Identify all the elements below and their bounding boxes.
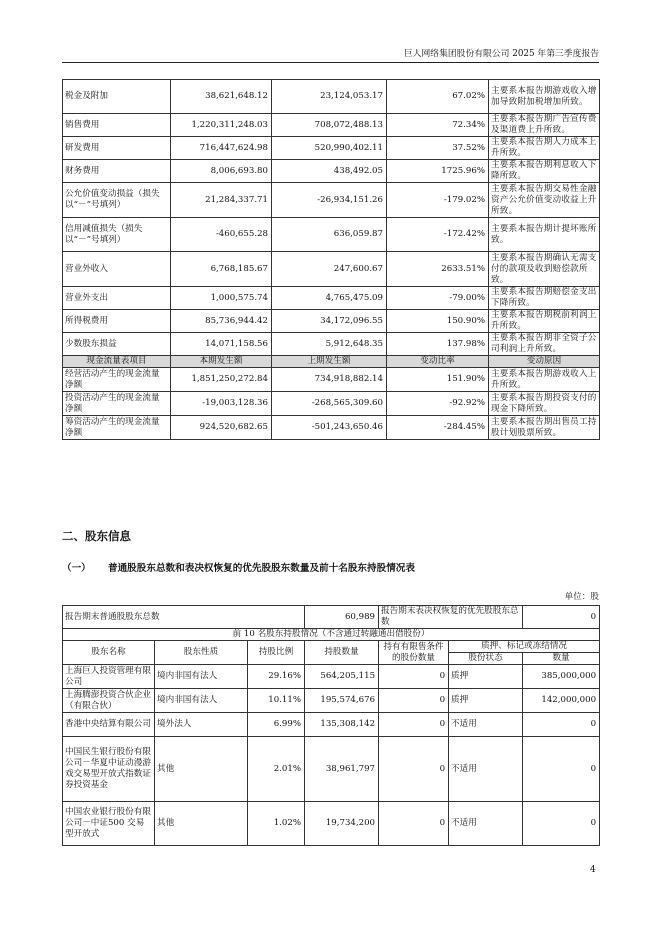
shareholder-name: 中国农业银行股份有限公司－中证500 交易型开放式 <box>63 802 155 846</box>
cashflow-header-change: 变动比率 <box>387 356 489 368</box>
subsection-number: （一） <box>62 563 91 574</box>
change-ratio: -179.02% <box>387 183 489 218</box>
change-ratio: 150.90% <box>387 310 489 333</box>
change-reason: 主要系本报告期税前利润上升所致。 <box>489 310 600 333</box>
shareholder-name: 中国民生银行股份有限公司－华夏中证动漫游戏交易型开放式指数证券投资基金 <box>63 737 155 802</box>
change-reason: 主要系本报告期投资支付的现金下降所致。 <box>489 392 600 416</box>
cashflow-header-row <box>63 356 600 368</box>
header-ratio: 持股比例 <box>248 641 305 665</box>
change-ratio: -92.92% <box>387 392 489 416</box>
table-row <box>63 183 600 218</box>
holding-ratio: 29.16% <box>248 665 305 689</box>
page-header: 巨人网络集团股份有限公司 2025 年第三季度报告 <box>62 46 599 63</box>
table-row <box>63 287 600 310</box>
prior-amount: 4,765,475.09 <box>272 287 387 310</box>
change-ratio: 137.98% <box>387 333 489 356</box>
change-ratio: 67.02% <box>387 80 489 114</box>
pledged-count: 0 <box>523 802 600 846</box>
current-amount: 8,006,693.80 <box>171 160 272 183</box>
prior-amount: -268,565,309.60 <box>272 392 387 416</box>
holding-ratio: 1.02% <box>248 802 305 846</box>
current-amount: 14,071,158.56 <box>171 333 272 356</box>
subsection-text: 普通股股东总数和表决权恢复的优先股股东数量及前十名股东持股情况表 <box>108 563 415 574</box>
shareholder-nature: 其他 <box>155 737 248 802</box>
change-ratio: 151.90% <box>387 368 489 392</box>
restricted-count: 0 <box>379 665 449 689</box>
table-row <box>63 665 600 689</box>
holding-count: 564,205,115 <box>305 665 379 689</box>
total-shareholders-value: 60,989 <box>305 606 379 629</box>
change-ratio: -172.42% <box>387 218 489 252</box>
table-row <box>63 368 600 392</box>
table-row <box>63 713 600 737</box>
change-ratio: -284.45% <box>387 416 489 440</box>
holding-ratio: 2.01% <box>248 737 305 802</box>
prior-amount: 708,072,488.13 <box>272 114 387 137</box>
current-amount: 21,284,337.71 <box>171 183 272 218</box>
change-reason: 主要系本报告期游戏收入增加导致附加税增加所致。 <box>489 80 600 114</box>
prior-amount: 23,124,053.17 <box>272 80 387 114</box>
holding-count: 135,308,142 <box>305 713 379 737</box>
shareholder-nature: 其他 <box>155 802 248 846</box>
item-name: 营业外支出 <box>63 287 171 310</box>
restricted-count: 0 <box>379 713 449 737</box>
shareholder-nature: 境内非国有法人 <box>155 665 248 689</box>
item-name: 销售费用 <box>63 114 171 137</box>
header-name: 股东名称 <box>63 641 155 665</box>
prior-amount: 34,172,096.55 <box>272 310 387 333</box>
table-row <box>63 218 600 252</box>
current-amount: -19,003,128.36 <box>171 392 272 416</box>
item-name: 营业外收入 <box>63 252 171 287</box>
preferred-shareholders-value: 0 <box>523 606 600 629</box>
item-name: 所得税费用 <box>63 310 171 333</box>
header-nature: 股东性质 <box>155 641 248 665</box>
holding-count: 19,734,200 <box>305 802 379 846</box>
prior-amount: 247,600.67 <box>272 252 387 287</box>
header-count: 持股数量 <box>305 641 379 665</box>
item-name: 研发费用 <box>63 137 171 160</box>
shareholder-name: 香港中央结算有限公司 <box>63 713 155 737</box>
shareholder-table <box>62 605 600 846</box>
header-pledge-status: 股份状态 <box>449 653 523 665</box>
change-ratio: 2633.51% <box>387 252 489 287</box>
item-name: 少数股东损益 <box>63 333 171 356</box>
shareholder-name: 上海腾澎投资合伙企业（有限合伙） <box>63 689 155 713</box>
pledge-status: 质押 <box>449 665 523 689</box>
table-row <box>63 252 600 287</box>
table-row <box>63 392 600 416</box>
current-amount: 6,768,185.67 <box>171 252 272 287</box>
prior-amount: -501,243,650.46 <box>272 416 387 440</box>
shareholder-name: 上海巨人投资管理有限公司 <box>63 665 155 689</box>
item-name: 财务费用 <box>63 160 171 183</box>
table-row <box>63 689 600 713</box>
change-reason: 主要系本报告期人力成本上升所致。 <box>489 137 600 160</box>
change-reason: 主要系本报告期确认无需支付的款项及收到赔偿款所致。 <box>489 252 600 287</box>
change-ratio: 1725.96% <box>387 160 489 183</box>
pledge-status: 不适用 <box>449 802 523 846</box>
prior-amount: 636,059.87 <box>272 218 387 252</box>
prior-amount: 520,990,402.11 <box>272 137 387 160</box>
table-row <box>63 310 600 333</box>
change-ratio: -79.00% <box>387 287 489 310</box>
current-amount: 85,736,944.42 <box>171 310 272 333</box>
prior-amount: -26,934,151.26 <box>272 183 387 218</box>
item-name: 投资活动产生的现金流量净额 <box>63 392 171 416</box>
cashflow-header-prior: 上期发生额 <box>272 356 387 368</box>
header-pledge-count: 数量 <box>523 653 600 665</box>
restricted-count: 0 <box>379 689 449 713</box>
change-reason: 主要系本报告期赔偿金支出下降所致。 <box>489 287 600 310</box>
change-reason: 主要系本报告期计提坏账所致。 <box>489 218 600 252</box>
subsection-title <box>62 560 415 574</box>
holding-ratio: 6.99% <box>248 713 305 737</box>
section-title: 二、股东信息 <box>62 529 131 543</box>
table-row <box>63 114 600 137</box>
current-amount: 38,621,648.12 <box>171 80 272 114</box>
change-reason: 主要系本报告期游戏收入上升所致。 <box>489 368 600 392</box>
prior-amount: 438,492.05 <box>272 160 387 183</box>
cashflow-header-reason: 变动原因 <box>489 356 600 368</box>
page-number: 4 <box>590 865 596 875</box>
pledged-count: 0 <box>523 713 600 737</box>
total-shareholders-label: 报告期末普通股股东总数 <box>63 606 305 629</box>
top10-title: 前 10 名股东持股情况（不含通过转融通出借股份） <box>63 629 600 641</box>
restricted-count: 0 <box>379 802 449 846</box>
unit-label: 单位：股 <box>564 592 599 602</box>
item-name: 经营活动产生的现金流量净额 <box>63 368 171 392</box>
cashflow-header-current: 本期发生额 <box>171 356 272 368</box>
shareholder-nature: 境内非国有法人 <box>155 689 248 713</box>
item-name: 筹资活动产生的现金流量净额 <box>63 416 171 440</box>
change-reason: 主要系本报告期广告宣传费及渠道费上升所致。 <box>489 114 600 137</box>
pledge-status: 不适用 <box>449 713 523 737</box>
preferred-shareholders-label: 报告期末表决权恢复的优先股股东总数 <box>379 606 523 629</box>
shareholder-nature: 境外法人 <box>155 713 248 737</box>
prior-amount: 734,918,882.14 <box>272 368 387 392</box>
table-row <box>63 416 600 440</box>
table-row <box>63 802 600 846</box>
header-pledge-group: 质押、标记或冻结情况 <box>449 641 600 653</box>
cashflow-header-item: 现金流量表项目 <box>63 356 171 368</box>
current-amount: -460,655.28 <box>171 218 272 252</box>
current-amount: 1,220,311,248.03 <box>171 114 272 137</box>
restricted-count: 0 <box>379 737 449 802</box>
holding-count: 38,961,797 <box>305 737 379 802</box>
change-reason: 主要系本报告期利息收入下降所致。 <box>489 160 600 183</box>
current-amount: 924,520,682.65 <box>171 416 272 440</box>
table-row <box>63 80 600 114</box>
table-row <box>63 737 600 802</box>
change-reason: 主要系本报告期交易性金融资产公允价值变动收益上升所致。 <box>489 183 600 218</box>
header-restricted: 持有有限售条件的股份数量 <box>379 641 449 665</box>
table-row <box>63 160 600 183</box>
holding-ratio: 10.11% <box>248 689 305 713</box>
pledged-count: 142,000,000 <box>523 689 600 713</box>
pledge-status: 不适用 <box>449 737 523 802</box>
change-ratio: 72.34% <box>387 114 489 137</box>
current-amount: 1,851,250,272.84 <box>171 368 272 392</box>
prior-amount: 5,912,648.35 <box>272 333 387 356</box>
item-name: 信用减值损失（损失以“－”号填列） <box>63 218 171 252</box>
table-row <box>63 137 600 160</box>
current-amount: 716,447,624.98 <box>171 137 272 160</box>
change-reason: 主要系本报告期出售员工持股计划股票所致。 <box>489 416 600 440</box>
change-reason: 主要系本报告期非全资子公司利润上升所致。 <box>489 333 600 356</box>
financial-changes-table <box>62 79 600 440</box>
table-row <box>63 333 600 356</box>
change-ratio: 37.52% <box>387 137 489 160</box>
item-name: 税金及附加 <box>63 80 171 114</box>
current-amount: 1,000,575.74 <box>171 287 272 310</box>
pledged-count: 0 <box>523 737 600 802</box>
pledged-count: 385,000,000 <box>523 665 600 689</box>
item-name: 公允价值变动损益（损失以“－”号填列） <box>63 183 171 218</box>
holding-count: 195,574,676 <box>305 689 379 713</box>
pledge-status: 质押 <box>449 689 523 713</box>
